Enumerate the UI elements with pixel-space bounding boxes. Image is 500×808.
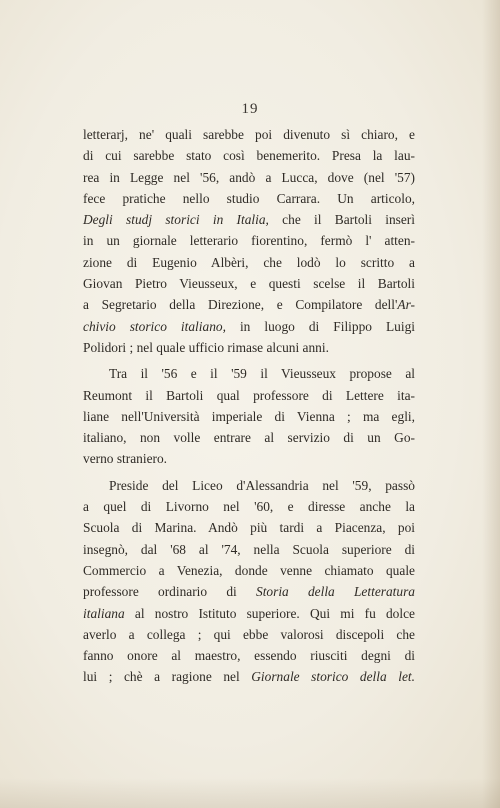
text-line bbox=[83, 475, 415, 496]
text-segment: Scuola di Marina. Andò più tardi a Piacenza, poi bbox=[83, 520, 415, 536]
page-number: 19 bbox=[241, 101, 259, 117]
text-segment: in luogo di Filippo Luigi bbox=[225, 318, 415, 334]
body-text bbox=[83, 124, 415, 688]
text-line bbox=[83, 363, 415, 384]
text-segment: di cui sarebbe stato così benemerito. Presa la lau- bbox=[83, 148, 415, 164]
italic-text: italiana bbox=[83, 605, 125, 621]
text-segment: Polidori ; nel quale ufficio rimase alcuni anni. bbox=[83, 339, 329, 355]
text-segment: zione di Eugenio Albèri, che lodò lo scritto a bbox=[83, 254, 415, 270]
italic-text: Storia della Letteratura bbox=[256, 584, 415, 600]
text-segment: a Segretario della Direzione, e Compilatore dell' bbox=[83, 297, 398, 313]
text-segment: verno straniero. bbox=[83, 451, 168, 467]
text-segment: Tra il '56 e il '59 il Vieusseux propose al bbox=[109, 366, 415, 382]
text-line bbox=[83, 188, 415, 209]
italic-text: Giornale storico della let. bbox=[251, 669, 415, 685]
text-line bbox=[83, 539, 415, 560]
page-edge-shadow bbox=[482, 0, 500, 808]
italic-text: Ar- bbox=[397, 297, 415, 313]
text-line bbox=[83, 385, 415, 406]
text-line bbox=[83, 496, 415, 517]
text-segment: italiano, non volle entrare al servizio di un Go- bbox=[83, 430, 415, 446]
text-segment: Preside del Liceo d'Alessandria nel '59, passò bbox=[109, 477, 415, 493]
text-line bbox=[83, 427, 415, 448]
text-line bbox=[83, 448, 415, 469]
text-line bbox=[83, 560, 415, 581]
text-line bbox=[83, 624, 415, 645]
text-segment: liane nell'Università imperiale di Vienna ; ma egli, bbox=[83, 408, 415, 424]
text-segment: insegnò, dal '68 al '74, nella Scuola superiore di bbox=[83, 541, 415, 557]
text-line bbox=[83, 294, 415, 315]
italic-text: Degli studj storici in Italia, bbox=[83, 212, 269, 228]
text-segment: che il Bartoli inserì bbox=[268, 212, 415, 228]
page-bottom-shadow bbox=[0, 778, 500, 808]
text-segment: Reumont il Bartoli qual professore di Lettere ita- bbox=[83, 387, 415, 403]
text-segment: professore ordinario di bbox=[83, 584, 256, 600]
text-line bbox=[83, 230, 415, 251]
text-segment: letterarj, ne' quali sarebbe poi divenuto sì chiaro, e bbox=[83, 127, 415, 142]
text-line bbox=[83, 124, 415, 145]
text-segment: Giovan Pietro Vieusseux, e questi scelse il Bartoli bbox=[83, 276, 415, 292]
text-line bbox=[83, 666, 415, 687]
text-line bbox=[83, 645, 415, 666]
text-line bbox=[83, 581, 415, 602]
text-line bbox=[83, 316, 415, 337]
text-segment: a quel di Livorno nel '60, e diresse anche la bbox=[83, 499, 415, 515]
text-segment: fanno onore al maestro, essendo riusciti degni di bbox=[83, 648, 415, 664]
text-line bbox=[83, 603, 415, 624]
text-line bbox=[83, 406, 415, 427]
text-segment: Commercio a Venezia, donde venne chiamato quale bbox=[83, 562, 415, 578]
text-segment: al nostro Istituto superiore. Qui mi fu dolce bbox=[124, 605, 415, 621]
text-line bbox=[83, 337, 415, 358]
text-line bbox=[83, 273, 415, 294]
text-segment: in un giornale letterario fiorentino, fermò l' atten- bbox=[83, 233, 415, 249]
text-segment: fece pratiche nello studio Carrara. Un articolo, bbox=[83, 190, 415, 206]
text-segment: lui ; chè a ragione nel bbox=[83, 669, 252, 685]
text-line bbox=[83, 209, 415, 230]
text-segment: averlo a collega ; qui ebbe valorosi discepoli che bbox=[83, 626, 415, 642]
text-segment: rea in Legge nel '56, andò a Lucca, dove (nel '57) bbox=[83, 169, 415, 185]
text-line bbox=[83, 517, 415, 538]
text-line bbox=[83, 252, 415, 273]
italic-text: chivio storico italiano, bbox=[83, 318, 226, 334]
text-line bbox=[83, 167, 415, 188]
text-line bbox=[83, 145, 415, 166]
